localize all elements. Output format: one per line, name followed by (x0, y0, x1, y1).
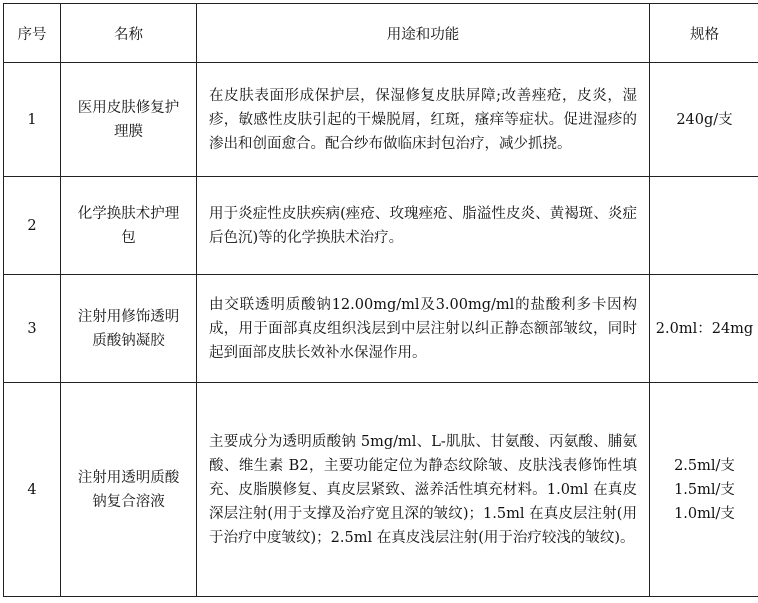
header-spec: 规格 (650, 4, 758, 63)
header-name: 名称 (61, 4, 197, 63)
product-use: 由交联透明质酸钠12.00mg/ml及3.00mg/ml的盐酸利多卡因构成，用于面部真皮组织浅层到中层注射以纠正静态额部皱纹，同时起到面部皮肤长效补水保湿作用。 (209, 296, 637, 361)
header-number: 序号 (4, 4, 61, 63)
row-number: 1 (4, 63, 61, 177)
product-name: 化学换肤术护理包 (77, 205, 180, 246)
product-name: 注射用修饰透明质酸钠凝胶 (77, 308, 180, 349)
row-number: 4 (4, 383, 61, 597)
product-use: 用于炎症性皮肤疾病(痤疮、玫瑰痤疮、脂溢性皮炎、黄褐斑、炎症后色沉)等的化学换肤术治疗。 (209, 205, 637, 246)
product-use: 在皮肤表面形成保护层，保湿修复皮肤屏障;改善痤疮，皮炎，湿疹，敏感性皮肤引起的干燥脱屑，红斑，瘙痒等症状。促进湿疹的渗出和创面愈合。配合纱布做临床封包治疗，减少抓挠。 (209, 87, 637, 152)
spec-line: 2.5ml/支 (674, 457, 735, 474)
spec-line: 240g/支 (676, 111, 733, 128)
spec-line: 2.0ml：24mg (655, 320, 754, 337)
product-spec (650, 317, 758, 341)
table-row (4, 383, 758, 597)
product-spec (650, 454, 758, 526)
table-row (4, 177, 758, 275)
table-header-row (4, 4, 758, 63)
product-name: 医用皮肤修复护理膜 (77, 99, 180, 140)
header-use-function: 用途和功能 (197, 4, 650, 63)
product-table-container (3, 3, 758, 597)
product-use: 主要成分为透明质酸钠 5mg/ml、L-肌肽、甘氨酸、丙氨酸、脯氨酸、维生素 B2，主要功能定位为静态纹除皱、皮肤浅表修饰性填充、皮脂膜修复、真皮层紧致、滋养活性填充材料。1.0ml 在真皮深层注射(用于支撑及治疗宽且深的皱纹)；1.5ml 在真皮层注射(用于治疗中度皱纹)；2.5ml 在真皮浅层注射(用于治疗较浅的皱纹)。 (209, 433, 637, 546)
row-number: 2 (4, 177, 61, 275)
product-name: 注射用透明质酸钠复合溶液 (77, 469, 180, 510)
row-number: 3 (4, 275, 61, 383)
table-row (4, 63, 758, 177)
spec-line: 1.0ml/支 (674, 505, 735, 522)
product-table (3, 3, 758, 597)
spec-line: 1.5ml/支 (674, 481, 735, 498)
product-spec (650, 108, 758, 132)
product-spec-empty (650, 177, 758, 275)
table-row (4, 275, 758, 383)
